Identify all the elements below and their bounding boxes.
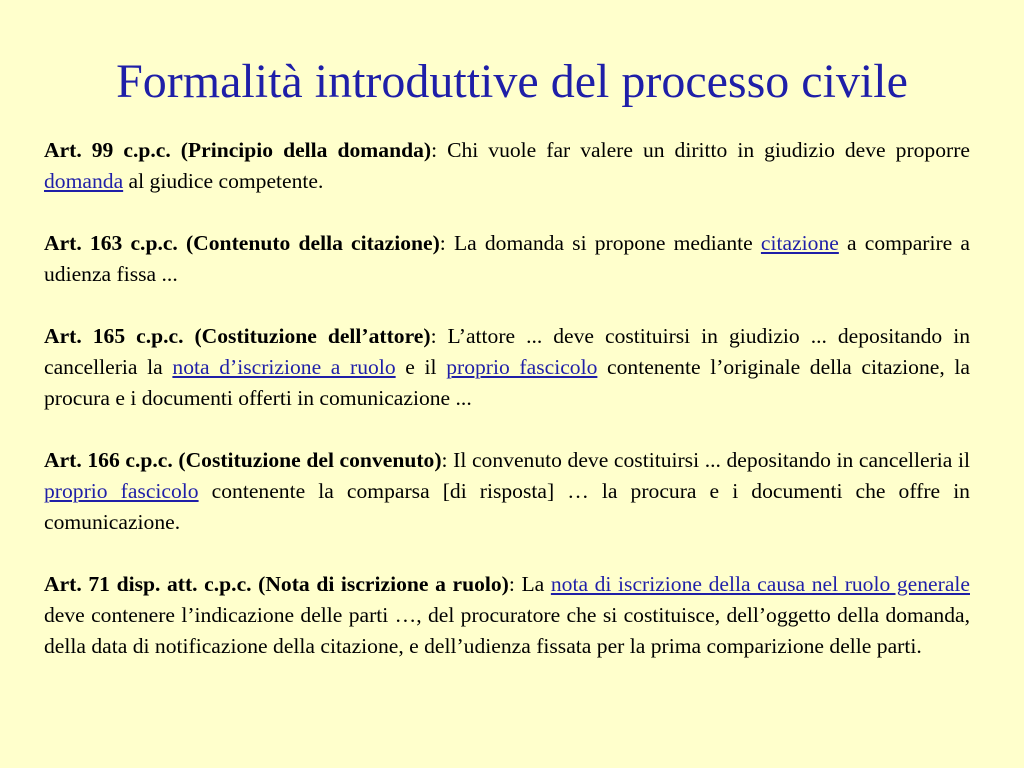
article-166-ref: Art. 166 c.p.c. (Costituzione del convenuto) <box>44 448 442 472</box>
article-166-text-2: contenente la comparsa [di risposta] … la procura e i documenti che offre in comunicazione. <box>44 479 970 534</box>
article-165-text-3: contenente l’originale della citazione, la procura e i documenti offerti in comunicazione ... <box>44 355 970 410</box>
article-71-ref: Art. 71 disp. att. c.p.c. (Nota di iscrizione a ruolo) <box>44 572 509 596</box>
link-proprio-fascicolo-convenuto[interactable]: proprio fascicolo <box>44 479 199 503</box>
article-166 <box>44 445 970 538</box>
link-citazione[interactable]: citazione <box>760 231 839 255</box>
article-163-text-1: : La domanda si propone mediante <box>439 231 761 255</box>
article-163-text-2: a comparire a udienza fissa ... <box>44 231 970 286</box>
article-71-text-2: deve contenere l’indicazione delle parti …, del procuratore che si costituisce, dell’oggetto della domanda, della data di notificazione della citazione, e dell’udienza fissata per la prima comparizione delle parti. <box>44 603 970 658</box>
article-71-disp-att <box>44 569 970 662</box>
slide-body <box>44 135 970 662</box>
article-99-text-2: al giudice competente. <box>123 169 324 193</box>
link-nota-iscrizione-causa[interactable]: nota di iscrizione della causa nel ruolo generale <box>550 572 970 596</box>
article-165-text-2: e il <box>395 355 447 379</box>
article-163-ref: Art. 163 c.p.c. (Contenuto della citazione) <box>44 231 440 255</box>
link-proprio-fascicolo[interactable]: proprio fascicolo <box>446 355 598 379</box>
article-99-name: Principio della domanda <box>187 138 424 162</box>
article-166-text-1: : Il convenuto deve costituirsi ... depositando in cancelleria il <box>441 448 971 472</box>
article-165 <box>44 321 970 414</box>
article-99 <box>44 135 970 197</box>
article-163 <box>44 228 970 290</box>
link-domanda[interactable]: domanda <box>44 169 124 193</box>
link-nota-iscrizione-ruolo[interactable]: nota d’iscrizione a ruolo <box>172 355 396 379</box>
article-165-ref: Art. 165 c.p.c. (Costituzione dell’attore) <box>44 324 431 348</box>
article-165-text-1: : L’attore ... deve costituirsi in giudizio ... depositando in cancelleria la <box>44 324 970 379</box>
article-99-ref: Art. 99 c.p.c. (Principio della domanda) <box>44 138 432 162</box>
article-99-text-1: : Chi vuole far valere un diritto in giudizio deve proporre <box>431 138 970 162</box>
slide-title: Formalità introduttive del processo civile <box>116 55 908 108</box>
article-71-text-1: : La <box>508 572 551 596</box>
